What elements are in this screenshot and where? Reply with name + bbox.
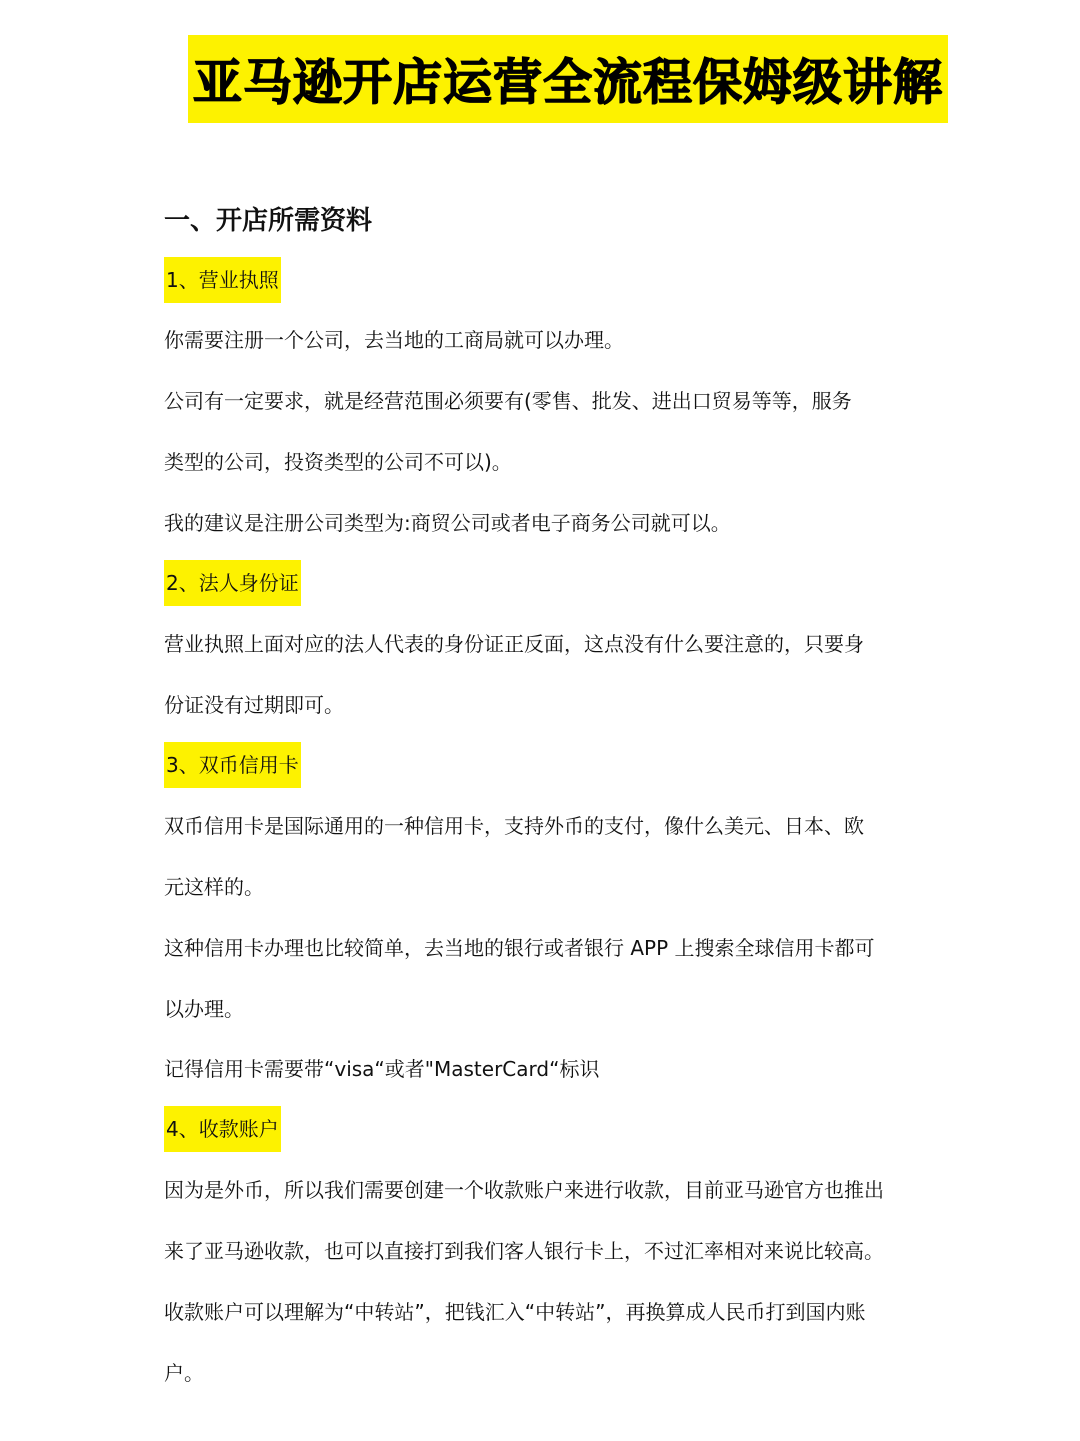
- subheading-payment-account: 4、收款账户: [164, 1106, 281, 1152]
- paragraph-line: 双币信用卡是国际通用的一种信用卡，支持外币的支付，像什么美元、日本、欧: [164, 814, 864, 838]
- subheading-legal-id: 2、法人身份证: [164, 560, 301, 606]
- subheading-business-license: 1、营业执照: [164, 257, 281, 303]
- paragraph-line: 来了亚马逊收款，也可以直接打到我们客人银行卡上，不过汇率相对来说比较高。: [164, 1239, 884, 1263]
- paragraph-line: 你需要注册一个公司，去当地的工商局就可以办理。: [164, 328, 624, 352]
- paragraph-line: 类型的公司，投资类型的公司不可以)。: [164, 450, 512, 474]
- paragraph-line: 记得信用卡需要带“visa“或者"MasterCard“标识: [164, 1057, 600, 1081]
- paragraph-line: 收款账户可以理解为“中转站”，把钱汇入“中转站”，再换算成人民币打到国内账: [164, 1300, 866, 1324]
- paragraph-line: 因为是外币，所以我们需要创建一个收款账户来进行收款，目前亚马逊官方也推出: [164, 1178, 884, 1202]
- paragraph-line: 这种信用卡办理也比较简单，去当地的银行或者银行 APP 上搜索全球信用卡都可: [164, 936, 875, 960]
- paragraph-line: 我的建议是注册公司类型为:商贸公司或者电子商务公司就可以。: [164, 511, 731, 535]
- paragraph-line: 公司有一定要求，就是经营范围必须要有(零售、批发、进出口贸易等等，服务: [164, 389, 852, 413]
- paragraph-line: 户。: [164, 1361, 204, 1385]
- paragraph-line: 元这样的。: [164, 875, 264, 899]
- subheading-credit-card: 3、双币信用卡: [164, 742, 301, 788]
- paragraph-line: 营业执照上面对应的法人代表的身份证正反面，这点没有什么要注意的，只要身: [164, 632, 864, 656]
- section-heading: 一、开店所需资料: [164, 206, 373, 236]
- page-title: 亚马逊开店运营全流程保姆级讲解: [192, 54, 943, 111]
- paragraph-line: 份证没有过期即可。: [164, 693, 344, 717]
- paragraph-line: 以办理。: [164, 997, 244, 1021]
- title-banner: [188, 35, 948, 123]
